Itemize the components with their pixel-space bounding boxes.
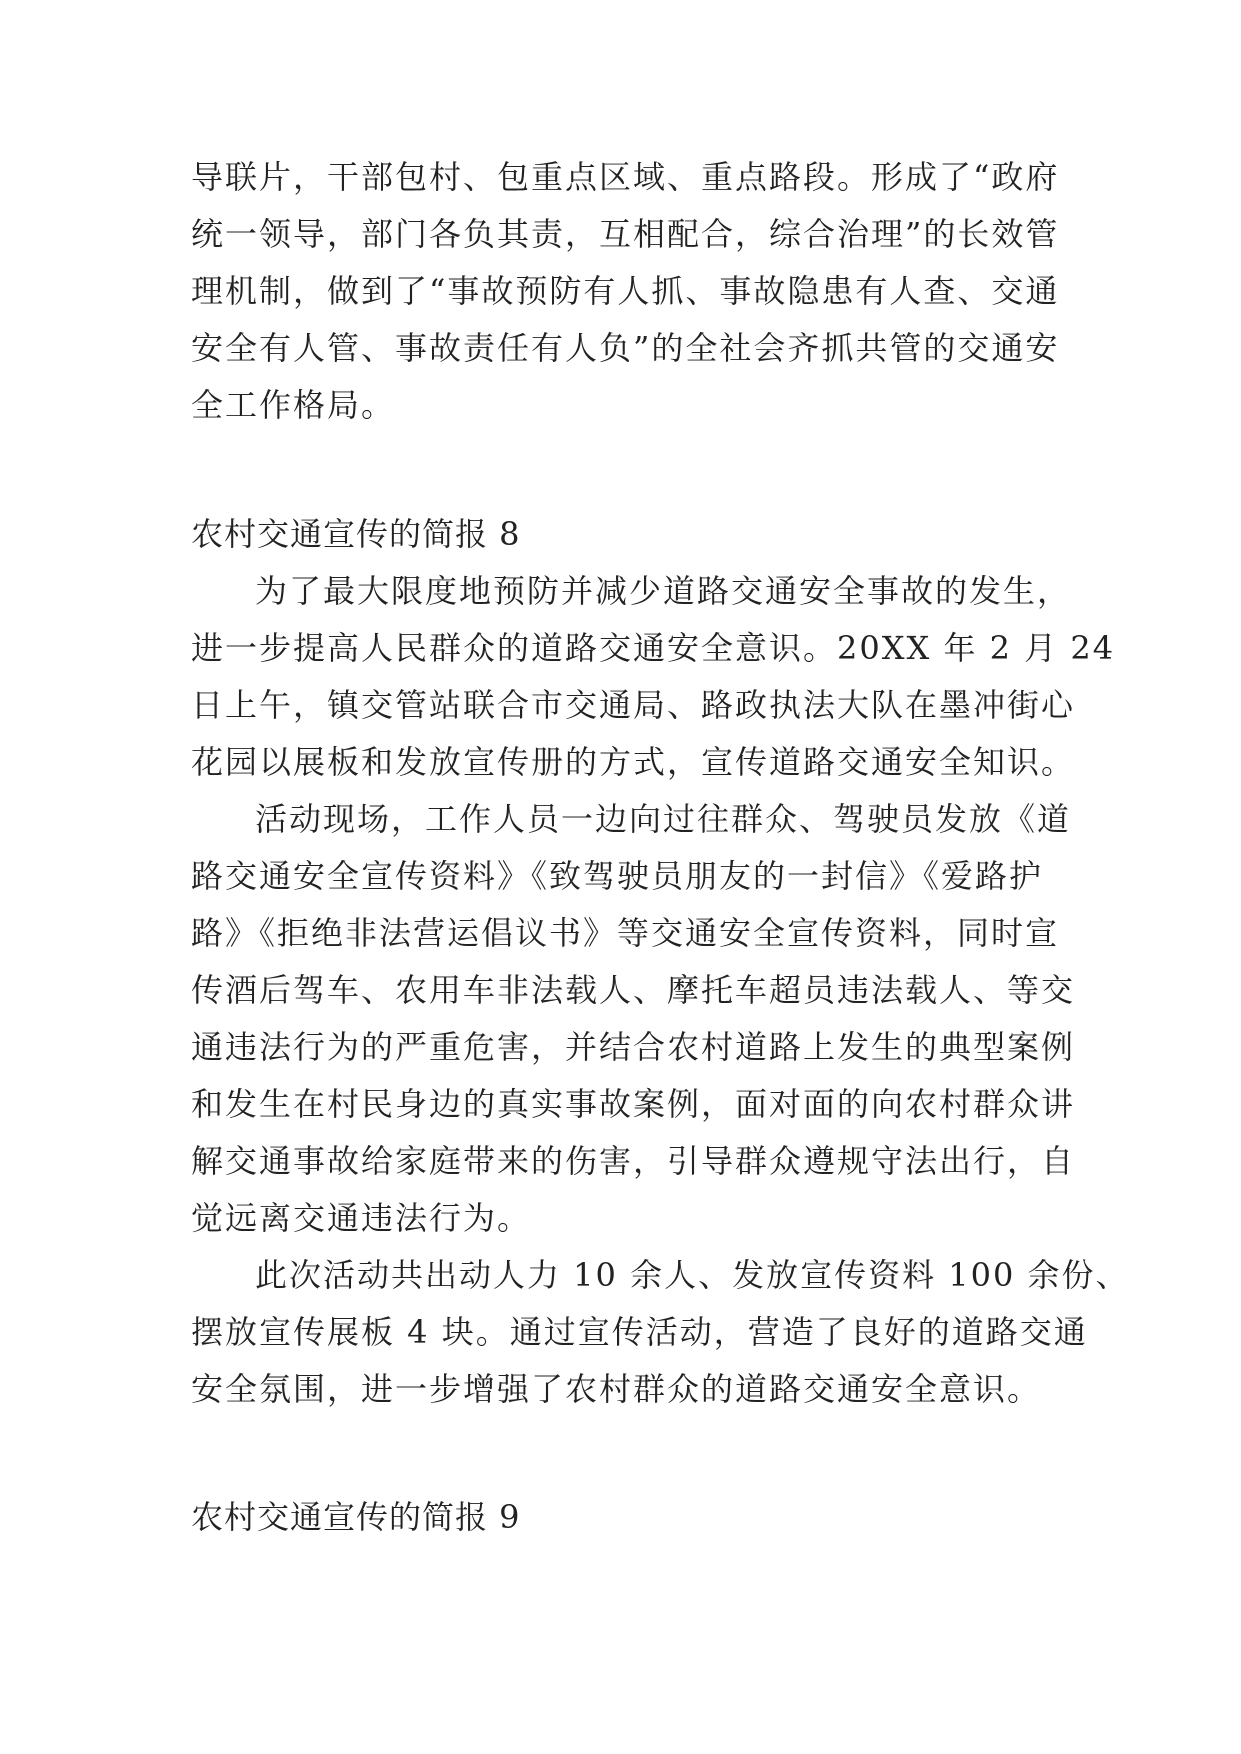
para2-line-6: 和发生在村民身边的真实事故案例，面对面的向农村群众讲 (191, 1085, 1076, 1123)
para3-line-1: 此次活动共出动人力 10 余人、发放宣传资料 100 余份、 (255, 1256, 1130, 1294)
para3-line-3: 安全氛围，进一步增强了农村群众的道路交通安全意识。 (191, 1370, 1042, 1408)
para1-line-3: 日上午，镇交管站联合市交通局、路政执法大队在墨冲街心 (191, 686, 1076, 724)
para1-line-2: 进一步提高人民群众的道路交通安全意识。20XX 年 2 月 24 (191, 629, 1116, 667)
intro-line-3: 理机制，做到了“事故预防有人抓、事故隐患有人查、交通 (191, 272, 1060, 310)
intro-line-1: 导联片，干部包村、包重点区域、重点路段。形成了“政府 (191, 158, 1060, 196)
intro-line-5: 全工作格局。 (191, 386, 396, 424)
para2-line-3: 路》《拒绝非法营运倡议书》等交通安全宣传资料，同时宣 (191, 914, 1060, 952)
intro-line-4: 安全有人管、事故责任有人负”的全社会齐抓共管的交通安 (191, 329, 1060, 367)
intro-line-2: 统一领导，部门各负其责，互相配合，综合治理”的长效管 (191, 215, 1060, 253)
para2-line-2: 路交通安全宣传资料》《致驾驶员朋友的一封信》《爱路护 (191, 857, 1044, 895)
para1-line-4: 花园以展板和发放宣传册的方式，宣传道路交通安全知识。 (191, 743, 1076, 781)
para2-line-4: 传酒后驾车、农用车非法载人、摩托车超员违法载人、等交 (191, 971, 1076, 1009)
para3-line-2: 摆放宣传展板 4 块。通过宣传活动，营造了良好的道路交通 (191, 1313, 1088, 1351)
para2-line-7: 解交通事故给家庭带来的伤害，引导群众遵规守法出行，自 (191, 1142, 1076, 1180)
para2-line-1: 活动现场，工作人员一边向过往群众、驾驶员发放《道 (255, 800, 1072, 838)
para2-line-8: 觉远离交通违法行为。 (191, 1199, 532, 1237)
section-9-heading: 农村交通宣传的简报 9 (191, 1498, 521, 1536)
para1-line-1: 为了最大限度地预防并减少道路交通安全事故的发生， (255, 572, 1072, 610)
para2-line-5: 通违法行为的严重危害，并结合农村道路上发生的典型案例 (191, 1028, 1076, 1066)
section-8-heading: 农村交通宣传的简报 8 (191, 515, 521, 553)
